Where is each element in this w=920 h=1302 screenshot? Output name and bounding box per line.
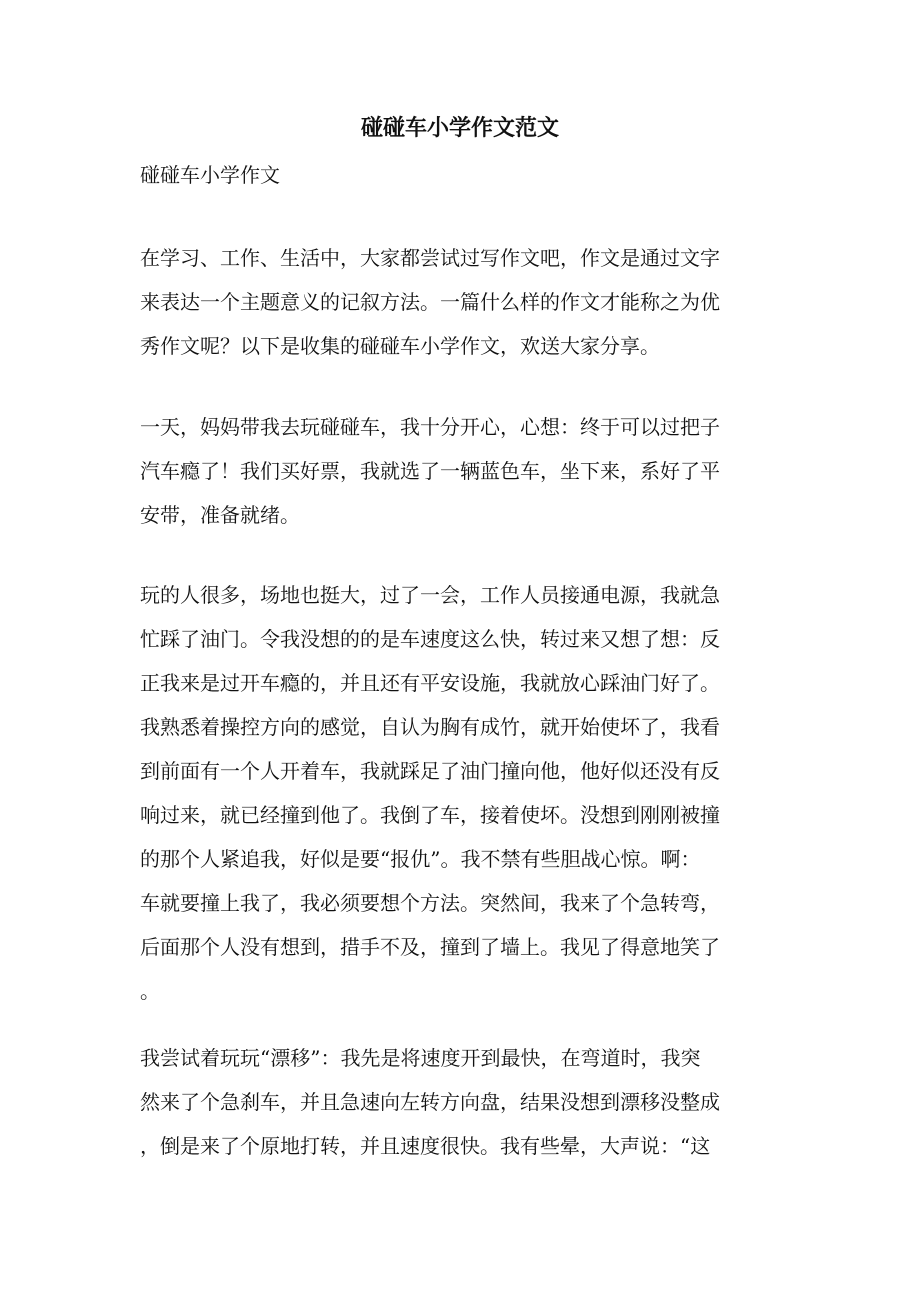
paragraph-line: 响过来，就已经撞到他了。我倒了车，接着使坏。没想到刚刚被撞 xyxy=(140,803,720,827)
paragraph-line: 忙踩了油门。令我没想的的是车速度这么快，转过来又想了想：反 xyxy=(140,627,720,651)
paragraph-line: 在学习、工作、生活中，大家都尝试过写作文吧，作文是通过文字 xyxy=(140,246,720,270)
paragraph-line: 我熟悉着操控方向的感觉，自认为胸有成竹，就开始使坏了，我看 xyxy=(140,715,720,739)
paragraph-line: 正我来是过开车瘾的，并且还有平安设施，我就放心踩油门好了。 xyxy=(140,671,720,695)
document-subtitle: 碰碰车小学作文 xyxy=(140,163,280,187)
paragraph-line: 。 xyxy=(140,979,160,1003)
paragraph-line: ，倒是来了个原地打转，并且速度很快。我有些晕，大声说：“这 xyxy=(140,1134,711,1158)
paragraph-line: 后面那个人没有想到，措手不及，撞到了墙上。我见了得意地笑了 xyxy=(140,935,720,959)
paragraph-driving xyxy=(140,573,780,1013)
paragraph-drift xyxy=(140,1036,780,1168)
paragraph-line: 的那个人紧追我，好似是要“报仇”。我不禁有些胆战心惊。啊： xyxy=(140,847,701,871)
paragraph-one-day xyxy=(140,405,780,537)
document-title: 碰碰车小学作文范文 xyxy=(360,115,559,141)
paragraph-intro xyxy=(140,236,780,368)
paragraph-line: 车就要撞上我了，我必须要想个方法。突然间，我来了个急转弯， xyxy=(140,891,720,915)
paragraph-line: 来表达一个主题意义的记叙方法。一篇什么样的作文才能称之为优 xyxy=(140,290,720,314)
paragraph-line: 到前面有一个人开着车，我就踩足了油门撞向他，他好似还没有反 xyxy=(140,759,720,783)
paragraph-line: 一天，妈妈带我去玩碰碰车，我十分开心，心想：终于可以过把子 xyxy=(140,415,720,439)
paragraph-line: 然来了个急刹车，并且急速向左转方向盘，结果没想到漂移没整成 xyxy=(140,1090,720,1114)
paragraph-line: 汽车瘾了！我们买好票，我就选了一辆蓝色车，坐下来，系好了平 xyxy=(140,459,720,483)
paragraph-line: 安带，准备就绪。 xyxy=(140,503,300,527)
paragraph-line: 我尝试着玩玩“漂移”：我先是将速度开到最快，在弯道时，我突 xyxy=(140,1046,701,1070)
paragraph-line: 玩的人很多，场地也挺大，过了一会，工作人员接通电源，我就急 xyxy=(140,583,720,607)
paragraph-line: 秀作文呢？以下是收集的碰碰车小学作文，欢送大家分享。 xyxy=(140,334,660,358)
